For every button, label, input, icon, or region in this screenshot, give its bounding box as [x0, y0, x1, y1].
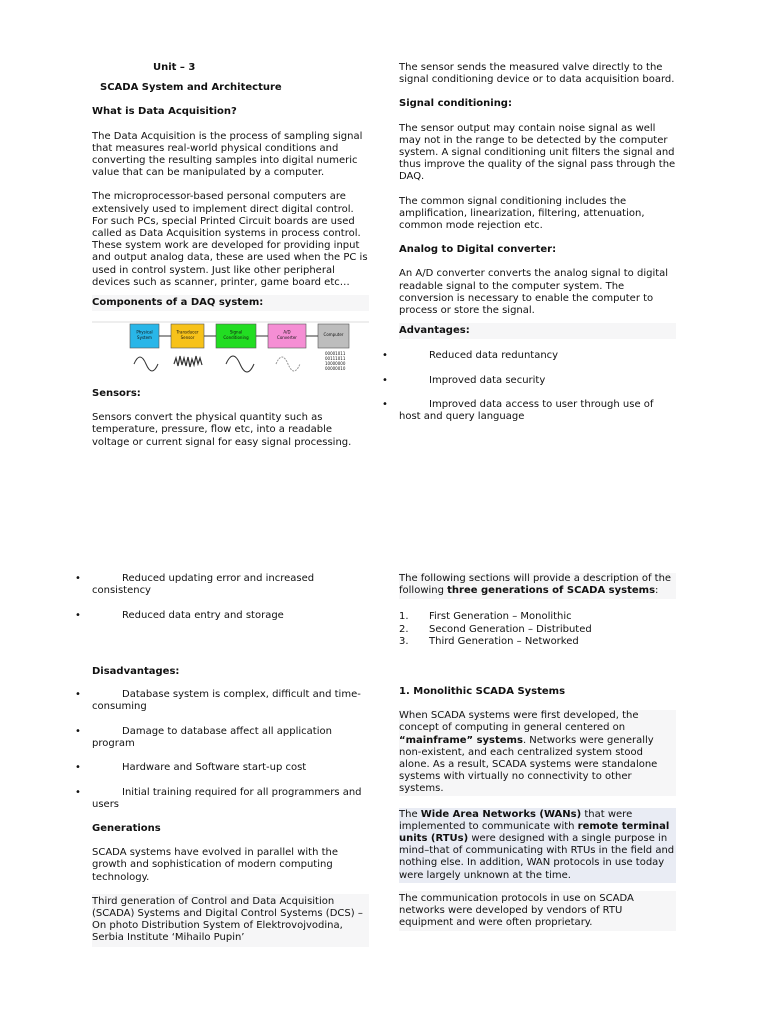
data-acquisition-paragraph: The Data Acquisition is the process of sampling signal that measures real-world physical conditions and converting the resulting samples into digital numeric value that can be manipulated by a computer. [92, 130, 363, 179]
bullet-icon: • [382, 399, 388, 410]
conditioned-wave-icon [226, 356, 254, 372]
diagram-block-label: Converter [277, 335, 297, 340]
analog-wave-icon [134, 357, 158, 371]
diagram-block-label: System [137, 335, 152, 340]
generations-heading: Generations [92, 823, 161, 834]
common-conditioning-paragraph: The common signal conditioning includes the amplification, linearization, filtering, attenuation, common mode rejection etc. [399, 195, 645, 232]
diagram-block-label: Signal [229, 329, 243, 335]
diagram-block-label: Sensor [180, 335, 195, 340]
generations-paragraph: SCADA systems have evolved in parallel with the growth and sophistication of modern computing technology. [92, 847, 339, 883]
noisy-wave-icon [174, 356, 202, 367]
daq-components-diagram [92, 320, 369, 382]
sensor-output-paragraph: The sensor output may contain noise signal as well may not in the range to be detected by the computer system. A signal conditioning unit filters the signal and thus improve the quality of the signal pass through the DAQ. [399, 122, 676, 183]
binary-output-line: 00000010 [325, 366, 346, 371]
components-heading: Components of a DAQ system: [92, 295, 369, 311]
list-item: • Hardware and Software start-up cost [75, 762, 307, 773]
document-title: SCADA System and Architecture [100, 82, 282, 94]
bullet-icon: • [75, 573, 81, 584]
diagram-block-label: Transducer [176, 329, 199, 335]
p2-right-column [399, 573, 676, 931]
list-item: • Improved data security [382, 375, 546, 386]
sampled-wave-icon [276, 357, 300, 371]
bullet-icon: • [382, 350, 388, 361]
list-item: 1. First Generation – Monolithic [399, 611, 572, 623]
list-item: • Initial training required for all programmers and users [75, 787, 362, 811]
p2-left-generations [92, 823, 369, 947]
sensors-heading: Sensors: [92, 388, 141, 399]
bullet-icon: • [75, 762, 81, 773]
bullet-icon: • [75, 610, 81, 621]
list-item: • Damage to database affect all application program [75, 726, 332, 750]
list-item: • Reduced updating error and increased consistency [75, 573, 315, 597]
binary-output-line: 00001011 [325, 351, 346, 356]
sensors-paragraph: Sensors convert the physical quantity such as temperature, pressure, flow etc, into a readable voltage or current signal for easy signal processing. [92, 412, 352, 448]
bullet-icon: • [75, 787, 81, 798]
generations-intro-paragraph: The following sections will provide a description of the following three generations of SCADA systems: [399, 573, 676, 599]
diagram-block-label: A/D [283, 329, 291, 335]
list-item: 3. Third Generation – Networked [399, 635, 579, 647]
protocols-paragraph: The communication protocols in use on SCADA networks were developed by vendors of RTU equipment and were often proprietary. [399, 891, 676, 932]
signal-conditioning-heading: Signal conditioning: [399, 98, 512, 110]
list-item: • Reduced data reduntancy [382, 350, 559, 361]
microprocessor-paragraph: The microprocessor-based personal computers are extensively used to implement direct digital control. For such PCs, special Printed Circuit boards are used called as Data Acquisition systems in process control. These system work are developed for providing input and output analog data, these are used when the PC is used in control system. Just like other peripheral devices such as scanner, printer, game board etc… [92, 191, 368, 288]
wan-paragraph: The Wide Area Networks (WANs) that were implemented to communicate with remote terminal units (RTUs) were designed with a single purpose in mind–that of communicating with RTUs in the field and nothing else. In addition, WAN protocols in use today were largely unknown at the time. [399, 808, 676, 883]
photo-caption-paragraph: Third generation of Control and Data Acquisition (SCADA) Systems and Digital Control Systems (DCS) – On photo Distribution System of Elektrovojvodina, Serbia Institute ‘Mihailo Pupin’ [92, 894, 369, 947]
binary-output-line: 00111011 [325, 356, 346, 361]
list-item: • Database system is complex, difficult and time-consuming [75, 689, 361, 713]
generations-list [399, 611, 676, 648]
unit-label: Unit – 3 [153, 62, 196, 73]
diagram-block-label: Physical [136, 329, 153, 335]
p1-right-column [399, 62, 676, 339]
diagram-block-label: Computer [323, 332, 344, 337]
list-item: • Reduced data entry and storage [75, 610, 284, 621]
binary-output-line: 10000000 [325, 361, 346, 366]
bullet-icon: • [75, 726, 81, 737]
disadvantages-heading: Disadvantages: [92, 666, 180, 677]
advantages-heading: Advantages: [399, 323, 676, 339]
sensor-sends-paragraph: The sensor sends the measured valve directly to the signal conditioning device or to data acquisition board. [399, 62, 675, 86]
monolithic-heading: 1. Monolithic SCADA Systems [399, 686, 566, 698]
monolithic-paragraph: When SCADA systems were first developed, the concept of computing in general centered on “mainframe” systems. Networks were generally non-existent, and each centralized system stood alone. As a result, SCADA systems were standalone systems with virtually no connectivity to other systems. [399, 710, 676, 795]
data-acquisition-heading: What is Data Acquisition? [92, 106, 237, 118]
p1-left-column [92, 62, 369, 311]
list-item: 2. Second Generation – Distributed [399, 623, 592, 635]
bullet-icon: • [75, 689, 81, 700]
list-item: • Improved data access to user through use of host and query language [382, 399, 654, 423]
adc-paragraph: An A/D converter converts the analog signal to digital readable signal to the computer system. The conversion is necessary to enable the computer to process or store the signal. [399, 268, 669, 317]
bullet-icon: • [382, 375, 388, 386]
diagram-block-label: Conditioning [223, 335, 249, 340]
p1-left-sensors [92, 388, 369, 449]
adc-heading: Analog to Digital converter: [399, 244, 557, 256]
